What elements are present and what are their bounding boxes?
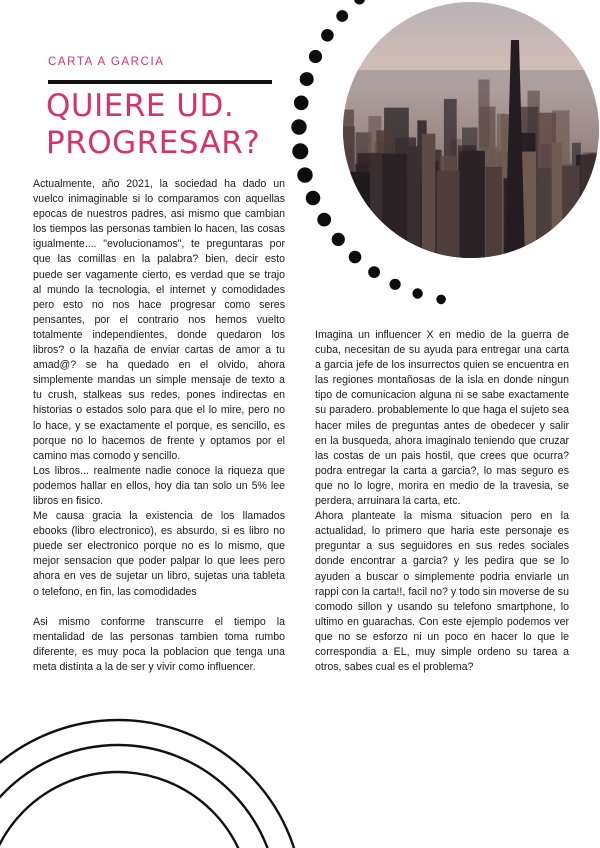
paragraph: Me causa gracia la existencia de los llamados ebooks (libro electronico), es absurdo, si es libro no puede ser electronico porque no es lo mismo, que mejor sensacion que poder palpar lo que lees pero ahora en ves de sujetar un libro, sujetas una tableta o telefono, en fin, las comodidades (33, 510, 285, 598)
paragraph: Asi mismo conforme transcurre el tiempo la mentalidad de las personas tambien toma rumbo diferente, es muy poca la poblacion que tenga una meta distinta a la de ser y vivir como influencer. (33, 615, 285, 673)
decorative-dot (332, 233, 345, 246)
decorative-dot (306, 191, 321, 206)
decorative-dot (309, 50, 322, 63)
section-kicker: CARTA A GARCIA (48, 56, 165, 68)
decorative-dot (294, 96, 309, 111)
paragraph: Ahora planteate la misma situacion pero en la actualidad, lo primero que haria este personaje es preguntar a sus seguidores en sus redes sociales donde encontrar a garcia? y les pedira que se lo ayuden a buscar o simplemente podria enviarle un rappi con la carta!!, facil no? y todo sin moverse de su comodo sillon y usando su telefono smartphone, lo ultimo en guarachas. Con este ejemplo podemos ver que no se esforzo ni un poco en hacer lo que le correspondia a EL, muy simple ordeno su tarea a otros, sabes cual es el problema? (315, 510, 569, 674)
decorative-dot (292, 143, 308, 159)
paragraph: Imagina un influencer X en medio de la guerra de cuba, necesitan de su ayuda para entregar una carta a garcia jefe de los insurrectos quien se encuentra en las regiones montañosas de la isla en donde ningun tipo de comunicacion alguna ni se sabe exactamente su paradero. probablemente lo que haga el sujeto sea hacer miles de preguntas antes de obedecer y salir en la busqueda, ahora imaginalo teniendo que cruzar las costas de un pais hostil, que crees que ocurra? podra entregar la carta a garcia?, lo mas seguro es que no lo logre, morira en medio de la travesia, se perdera, arruinara la carta, etc. (315, 329, 569, 508)
title-rule (48, 80, 272, 84)
decorative-dot (368, 266, 380, 278)
decorative-dot (317, 213, 331, 227)
decorative-dot (412, 288, 422, 298)
decorative-dot (436, 295, 446, 305)
decorative-dot (354, 0, 365, 5)
decorative-dot (390, 279, 401, 290)
title-line-1: QUIERE UD. (46, 88, 235, 124)
right-article-column (315, 328, 569, 675)
decorative-dot (297, 167, 312, 182)
paragraph: Actualmente, año 2021, la sociedad ha dado un vuelco inimaginable si lo comparamos con aquellas epocas de nuestros padres, asi mismo que cambian los tiempos las personas tambien lo hacen, las cosas igualmente.... "evolucionamos", te preguntaras por que las comillas en la palabra? bien, decir esto puede ser vagamente cierto, es verdad que se trajo al mundo la tecnologia, el internet y comodidades pero esto no nos hace progresar como seres pensantes, por el contrario nos hemos vuelto totalmente independientes, donde quedaron los libros? o la hazaña de enviar cartas de amor a tu amad@? se ha quedado en el olvido, ahora simplemente mandas un simple mensaje de texto a tu crush, stalkeas sus redes, pones indirectas en historias o estados solo para que el lo mire, pero no lo hace, y se exactamente el porque, es sencillo, es porque no lo hacemos de frente y optamos por el camino mas comodo y sencillo. (33, 178, 285, 462)
decorative-dot (349, 251, 362, 264)
paragraph: Los libros... realmente nadie conoce la riqueza que podemos hallar en ellos, hoy dia tan solo un 5% lee libros en fisico. (33, 464, 285, 507)
left-article-column (33, 177, 285, 675)
decorative-dot (291, 119, 306, 134)
decorative-dot (300, 72, 314, 86)
page-title (46, 88, 286, 162)
decorative-dot (336, 10, 348, 22)
title-line-2: PROGRESAR? (46, 125, 261, 161)
decorative-dot (321, 29, 334, 42)
